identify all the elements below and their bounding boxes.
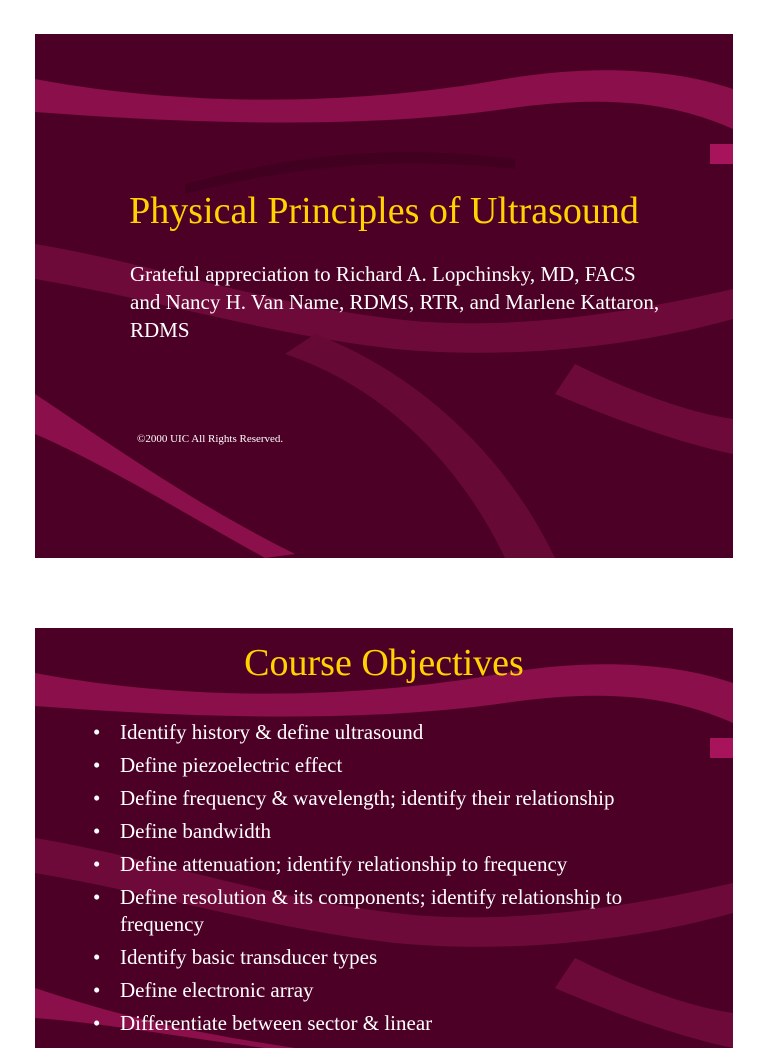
objective-text: Define electronic array	[120, 978, 314, 1002]
bullet-icon: •	[93, 720, 101, 744]
bullet-icon: •	[93, 945, 101, 969]
objective-item	[90, 818, 690, 845]
objective-item	[90, 719, 690, 746]
bullet-icon: •	[93, 753, 101, 777]
bullet-icon: •	[93, 978, 101, 1002]
objective-text: Define frequency & wavelength; identify their relationship	[120, 786, 615, 810]
objective-text: Differentiate between sector & linear	[120, 1011, 433, 1035]
objective-text: Define bandwidth	[120, 819, 272, 843]
bullet-icon: •	[93, 1011, 101, 1035]
bullet-icon: •	[93, 786, 101, 810]
objective-text: Define piezoelectric effect	[120, 753, 343, 777]
slide-course-objectives	[35, 628, 733, 1048]
course-objectives-heading: Course Objectives	[244, 642, 524, 684]
objective-item	[90, 977, 690, 1004]
objective-item	[90, 785, 690, 812]
bullet-icon: •	[93, 819, 101, 843]
objective-item	[90, 944, 690, 971]
objective-item	[90, 851, 690, 878]
slide-title	[35, 34, 733, 558]
objective-text: Define resolution & its components; identify relationship to frequency	[120, 885, 623, 936]
objective-text: Identify basic transducer types	[120, 945, 378, 969]
objective-item	[90, 884, 690, 938]
objectives-list	[90, 719, 690, 1043]
objective-text: Identify history & define ultrasound	[120, 720, 424, 744]
objective-text: Define attenuation; identify relationship to frequency	[120, 852, 568, 876]
copyright-text: ©2000 UIC All Rights Reserved.	[137, 433, 284, 445]
acknowledgement-text: Grateful appreciation to Richard A. Lopchinsky, MD, FACS and Nancy H. Van Name, RDMS, RTR, and Marlene Kattaron, RDMS	[130, 262, 660, 342]
objective-item	[90, 752, 690, 779]
bullet-icon: •	[93, 852, 101, 876]
slide-title-heading: Physical Principles of Ultrasound	[129, 190, 639, 232]
bullet-icon: •	[93, 885, 101, 909]
